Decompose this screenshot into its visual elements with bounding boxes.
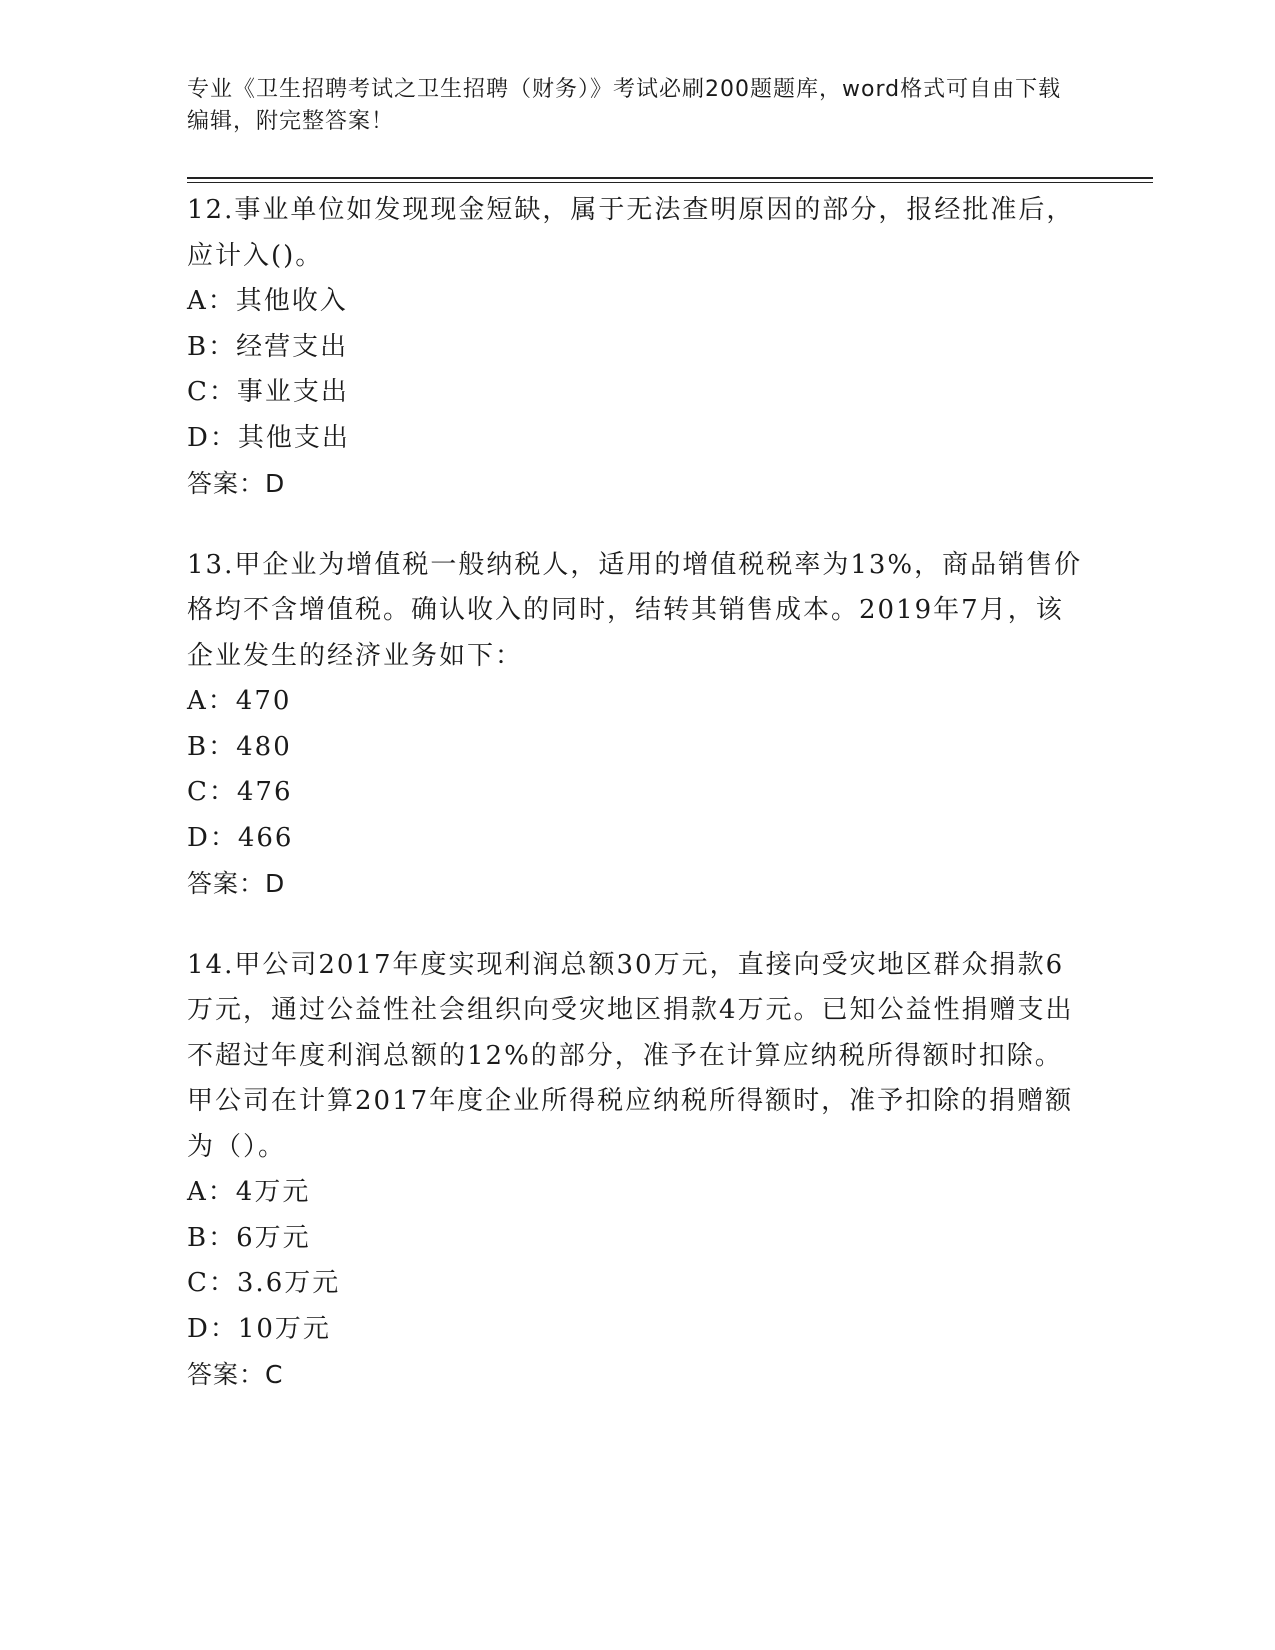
option-b: B：经营支出: [187, 331, 349, 362]
option-c: C：476: [187, 777, 293, 807]
option-a: A：470: [187, 686, 292, 716]
option-b: B：480: [187, 731, 292, 762]
question-list: [187, 188, 1087, 1434]
answer-line: 答案：C: [187, 1360, 284, 1389]
question-14: [187, 943, 1087, 1398]
answer-line: 答案：D: [187, 869, 286, 898]
question-stem: 14.甲公司2017年度实现利润总额30万元，直接向受灾地区群众捐款6万元，通过公益性社会组织向受灾地区捐款4万元。已知公益性捐赠支出不超过年度利润总额的12%的部分，准予在计算应纳税所得额时扣除。甲公司在计算2017年度企业所得税应纳税所得额时，准予扣除的捐赠额为（）。: [187, 949, 1074, 1162]
document-header: 专业《卫生招聘考试之卫生招聘（财务）》考试必刷200题题库，word格式可自由下载编辑，附完整答案！: [187, 77, 1062, 134]
answer-line: 答案：D: [187, 469, 286, 498]
option-d: D：10万元: [187, 1313, 331, 1344]
question-13: [187, 543, 1087, 907]
question-stem: 13.甲企业为增值税一般纳税人，适用的增值税税率为13%，商品销售价格均不含增值税。确认收入的同时，结转其销售成本。2019年7月，该企业发生的经济业务如下：: [187, 549, 1083, 671]
option-b: B：6万元: [187, 1222, 311, 1253]
option-d: D：466: [187, 822, 294, 853]
question-12: [187, 188, 1087, 507]
question-stem: 12.事业单位如发现现金短缺，属于无法查明原因的部分，报经批准后，应计入()。: [187, 195, 1075, 271]
header-rule-thick: [187, 177, 1153, 179]
option-a: A：其他收入: [187, 286, 348, 316]
option-d: D：其他支出: [187, 422, 350, 453]
option-c: C：3.6万元: [187, 1268, 341, 1298]
option-a: A：4万元: [187, 1177, 311, 1207]
header-rule-thin: [187, 182, 1153, 183]
option-c: C：事业支出: [187, 377, 349, 407]
